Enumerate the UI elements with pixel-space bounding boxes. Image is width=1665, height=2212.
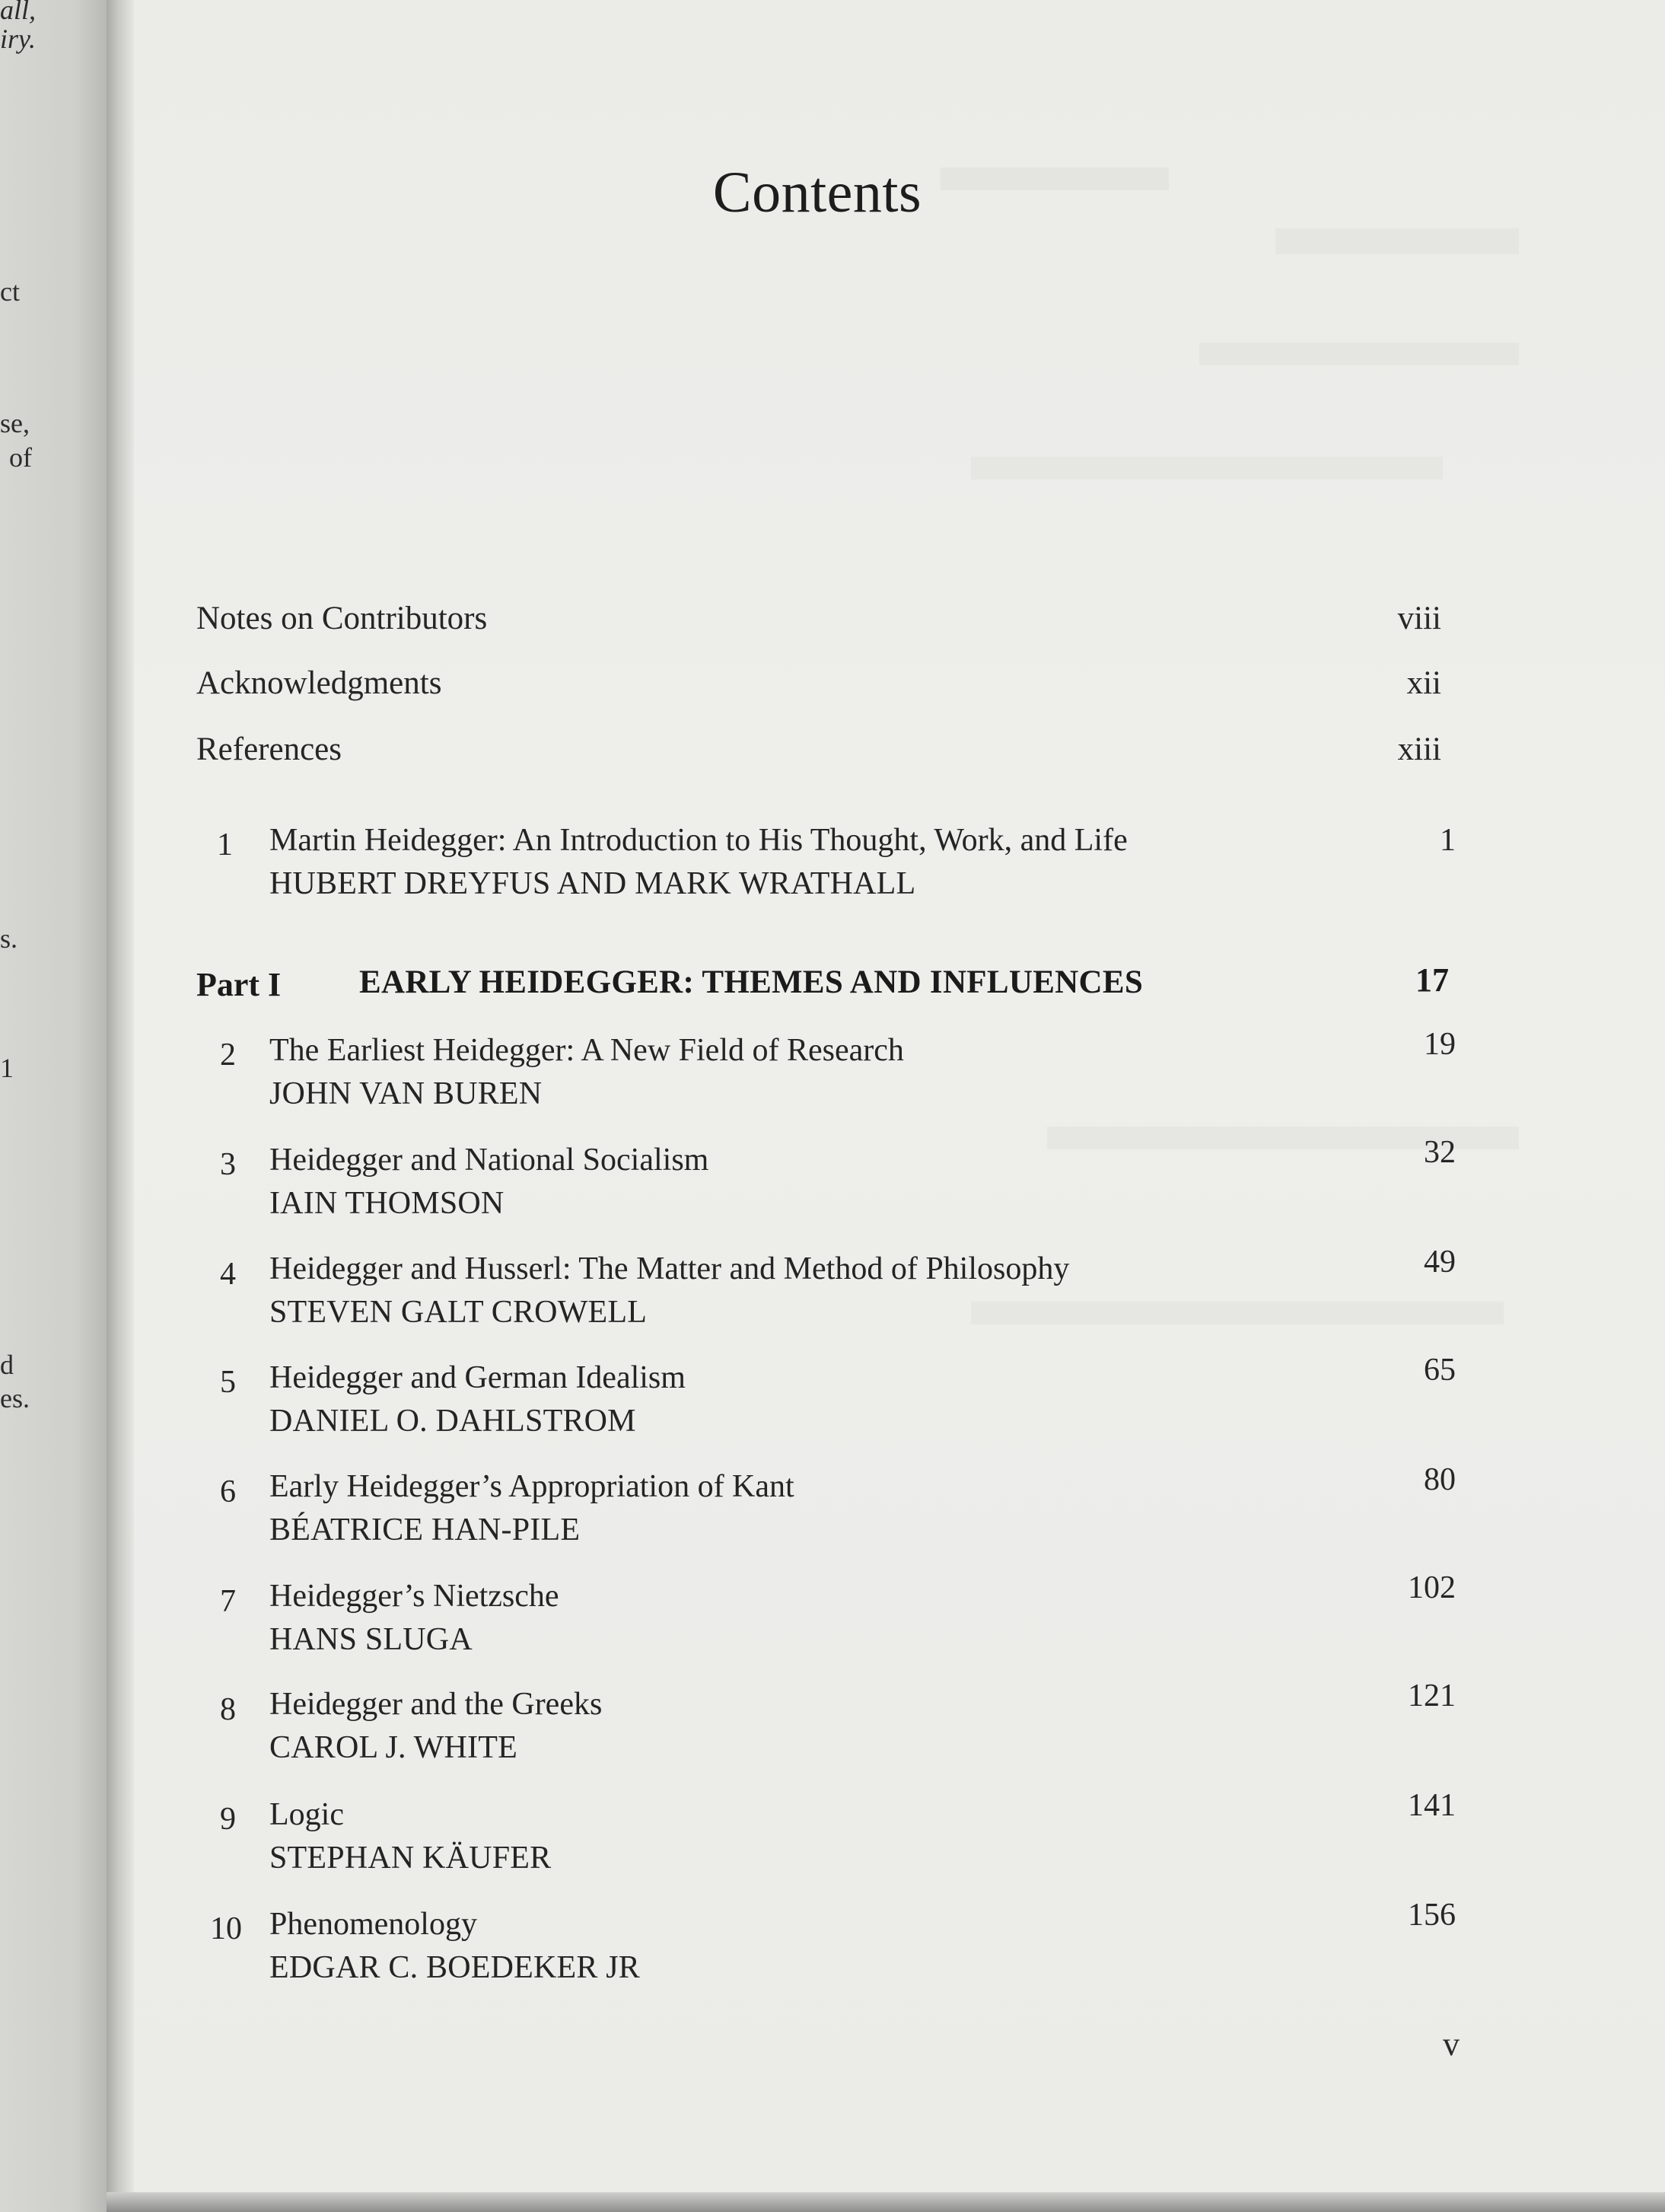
toc-page-number: viii (1397, 601, 1441, 636)
facing-page-fragment: s. (0, 923, 18, 954)
chapter-title: Heidegger and the Greeks (269, 1687, 603, 1722)
chapter-page-number: 102 (1408, 1570, 1456, 1605)
chapter-title: Early Heidegger’s Appropriation of Kant (269, 1469, 794, 1504)
facing-page-fragment: d (0, 1350, 14, 1380)
chapter-number: 2 (220, 1037, 236, 1073)
chapter-page-number: 121 (1408, 1678, 1456, 1713)
chapter-title: Heidegger and German Idealism (269, 1360, 686, 1395)
chapter-page-number: 49 (1424, 1245, 1456, 1280)
facing-page-fragment: 1 (0, 1053, 14, 1083)
chapter-page-number: 156 (1408, 1898, 1456, 1933)
chapter-page-number: 32 (1424, 1135, 1456, 1170)
facing-page-fragment: all, (0, 0, 37, 25)
chapter-number: 8 (220, 1692, 236, 1727)
chapter-author: STEPHAN KÄUFER (269, 1841, 552, 1876)
book-gutter (107, 0, 134, 2212)
chapter-page-number: 141 (1408, 1788, 1456, 1823)
chapter-author: IAIN THOMSON (269, 1186, 505, 1221)
chapter-author: CAROL J. WHITE (269, 1730, 517, 1765)
chapter-number: 6 (220, 1474, 236, 1509)
chapter-author: HANS SLUGA (269, 1622, 473, 1657)
page-folio: v (1443, 2026, 1460, 2063)
chapter-number: 7 (220, 1584, 236, 1619)
toc-page-number: xii (1406, 665, 1441, 701)
chapter-title: Phenomenology (269, 1907, 477, 1942)
chapter-number: 9 (220, 1802, 236, 1837)
facing-page-fragment: es. (0, 1383, 30, 1414)
chapter-page-number: 19 (1424, 1027, 1456, 1062)
chapter-number: 3 (220, 1147, 236, 1182)
chapter-title: Logic (269, 1797, 344, 1832)
part-page-number: 17 (1415, 961, 1449, 999)
toc-entry-notes-on-contributors[interactable]: Notes on Contributors (196, 601, 488, 636)
chapter-page-number: 1 (1440, 823, 1456, 858)
toc-page-number: xiii (1397, 731, 1441, 767)
chapter-author: BÉATRICE HAN-PILE (269, 1512, 581, 1547)
chapter-number: 1 (217, 827, 233, 862)
facing-page-fragment: iry. (0, 24, 37, 54)
chapter-author: JOHN VAN BUREN (269, 1076, 543, 1111)
page-title: Contents (712, 161, 922, 225)
chapter-title: The Earliest Heidegger: A New Field of Research (269, 1033, 904, 1068)
chapter-title: Heidegger and National Socialism (269, 1143, 709, 1178)
chapter-author: STEVEN GALT CROWELL (269, 1295, 648, 1330)
chapter-author: HUBERT DREYFUS AND MARK WRATHALL (269, 866, 916, 901)
chapter-title: Heidegger’s Nietzsche (269, 1579, 559, 1614)
facing-page-fragment: of (9, 442, 32, 473)
part-label: Part I (196, 966, 282, 1003)
facing-page (0, 0, 107, 2212)
chapter-number: 4 (220, 1257, 236, 1292)
chapter-page-number: 65 (1424, 1353, 1456, 1388)
toc-entry-references[interactable]: References (196, 731, 342, 767)
page-bottom-edge (107, 2192, 1665, 2212)
part-title: EARLY HEIDEGGER: THEMES AND INFLUENCES (359, 964, 1144, 1000)
chapter-title: Heidegger and Husserl: The Matter and Method of Philosophy (269, 1251, 1070, 1286)
chapter-page-number: 80 (1424, 1462, 1456, 1497)
chapter-author: EDGAR C. BOEDEKER JR (269, 1950, 641, 1985)
chapter-author: DANIEL O. DAHLSTROM (269, 1404, 636, 1439)
chapter-number: 10 (210, 1911, 242, 1946)
facing-page-fragment: se, (0, 408, 30, 438)
toc-entry-acknowledgments[interactable]: Acknowledgments (196, 665, 442, 701)
chapter-number: 5 (220, 1365, 236, 1400)
chapter-title: Martin Heidegger: An Introduction to His Thought, Work, and Life (269, 823, 1128, 858)
facing-page-fragment: ct (0, 276, 20, 307)
